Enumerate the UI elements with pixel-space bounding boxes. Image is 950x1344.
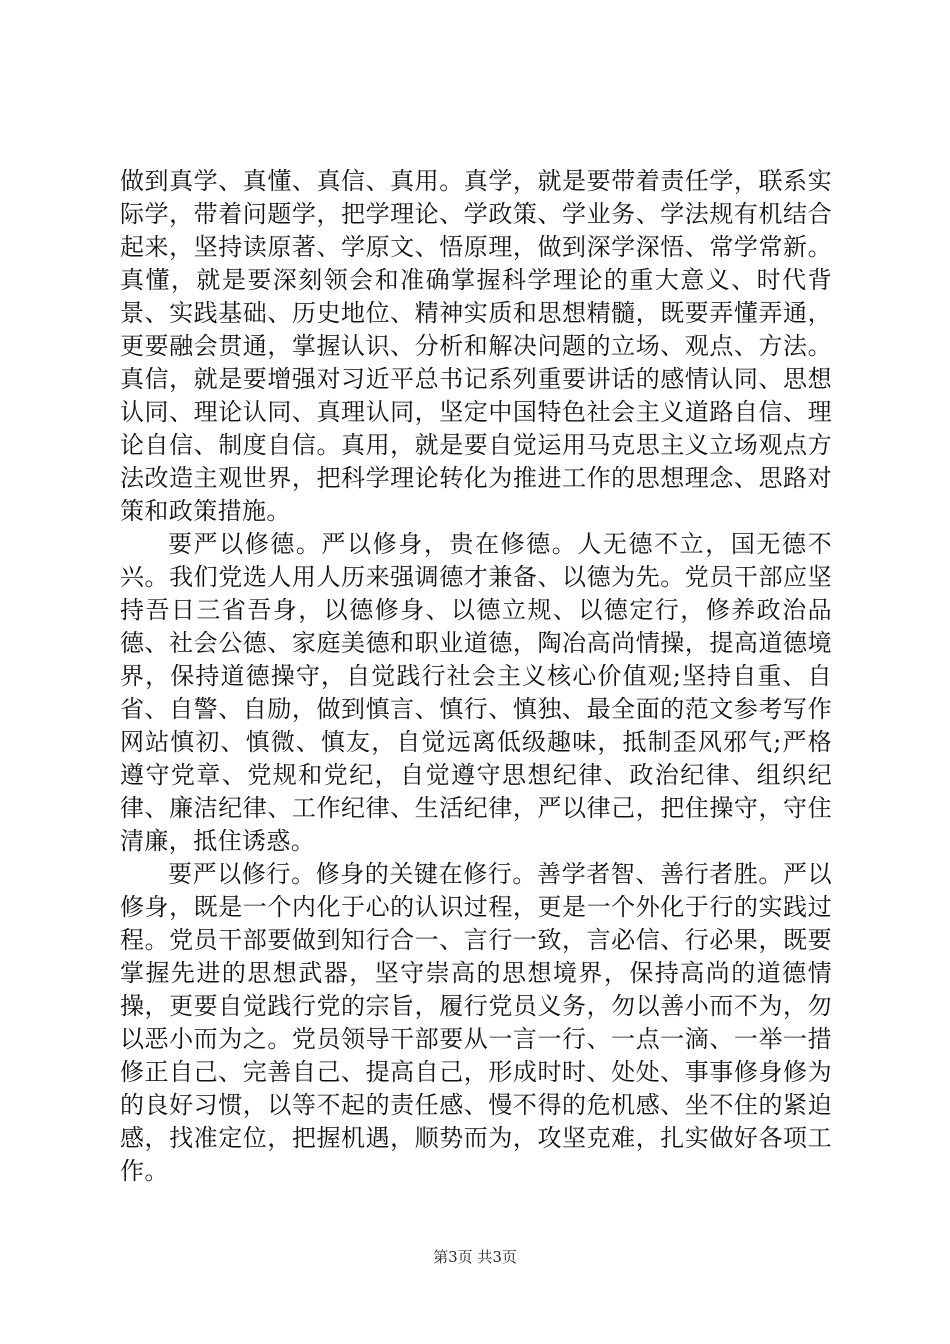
page-footer: 第3页 共3页 [433,1248,517,1266]
paragraph-cultivate-virtue: 要严以修德。严以修身，贵在修德。人无德不立，国无德不兴。我们党选人用人历来强调德才兼备、以德为先。党员干部应坚持吾日三省吾身，以德修身、以德立规、以德定行，修养政治品德、社会公德、家庭美德和职业道德，陶冶高尚情操，提高道德境界，保持道德操守，自觉践行社会主义核心价值观;坚持自重、自省、自警、自励，做到慎言、慎行、慎独、最全面的范文参考写作网站慎初、慎微、慎友，自觉远离低级趣味，抵制歪风邪气;严格遵守党章、党规和党纪，自觉遵守思想纪律、政治纪律、组织纪律、廉洁纪律、工作纪律、生活纪律，严以律己，把住操守，守住清廉，抵住诱惑。 [120,530,832,855]
paragraph-true-study: 做到真学、真懂、真信、真用。真学，就是要带着责任学，联系实际学，带着问题学，把学理论、学政策、学业务、学法规有机结合起来，坚持读原著、学原文、悟原理，做到深学深悟、常学常新。真懂，就是要深刻领会和准确掌握科学理论的重大意义、时代背景、实践基础、历史地位、精神实质和思想精髓，既要弄懂弄通，更要融会贯通，掌握认识、分析和解决问题的立场、观点、方法。真信，就是要增强对习近平总书记系列重要讲话的感情认同、思想认同、理论认同、真理认同，坚定中国特色社会主义道路自信、理论自信、制度自信。真用，就是要自觉运用马克思主义立场观点方法改造主观世界，把科学理论转化为推进工作的思想理念、思路对策和政策措施。 [120,167,832,525]
document-body [120,165,832,1188]
paragraph-cultivate-conduct: 要严以修行。修身的关键在修行。善学者智、善行者胜。严以修身，既是一个内化于心的认识过程，更是一个外化于行的实践过程。党员干部要做到知行合一、言行一致，言必信、行必果，既要掌握先进的思想武器，坚守崇高的思想境界，保持高尚的道德情操，更要自觉践行党的宗旨，履行党员义务，勿以善小而不为，勿以恶小而为之。党员领导干部要从一言一行、一点一滴、一举一措修正自己、完善自己、提高自己，形成时时、处处、事事修身修为的良好习惯，以等不起的责任感、慢不得的危机感、坐不住的紧迫感，找准定位，把握机遇，顺势而为，攻坚克难，扎实做好各项工作。 [120,860,832,1185]
